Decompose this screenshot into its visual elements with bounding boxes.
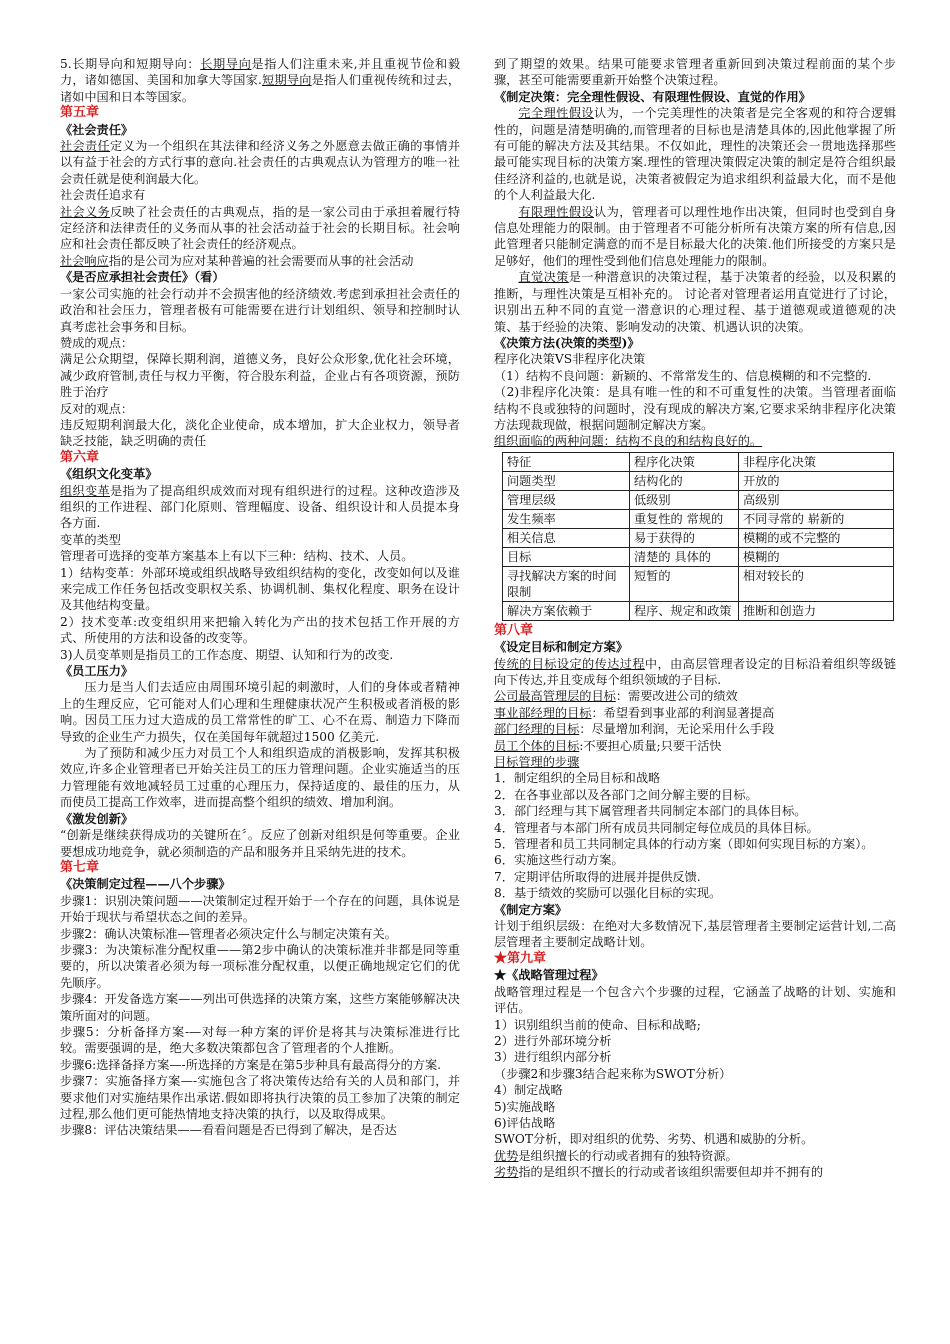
mbo-step: 2．在各事业部以及各部门之间分解主要的目标。 (494, 787, 758, 802)
table-cell: 模糊的 (739, 547, 894, 566)
decision-step: 步骤2：确认决策标准—管理者必须决定什么与制定决策有关。 (60, 926, 397, 941)
table-row (503, 509, 894, 528)
section-social-responsibility: 《社会责任》 (60, 122, 134, 137)
strategy-step: 6)评估战略 (494, 1115, 556, 1130)
change-types-paragraph: 管理者可选择的变革方案基本上有以下三种：结构、技术、人员。 (60, 549, 414, 564)
full-rationality-paragraph: 完全理性假设认为，一个完美理性的决策者是完全客观的和符合逻辑性的，问题是清楚明确的,而管理者的目标也是清楚具体的,因此他掌握了所有可能的解决方法及其结果。不仅如此，理性的决策还会一贯地选择那些最可能实现目标的决策方案.理性的管理决策假定决策的制定是符合组织最佳经济利益的,也就是说，决策者被假定为追求组织利益最大化，而不是他的个人利益最大化. (494, 106, 897, 203)
stress-paragraph-2: 为了预防和减少压力对员工个人和组织造成的消极影响，发挥其积极效应,许多企业管理者已开始关注员工的压力管理问题。企业实施适当的压力管理能有效地减轻员工过重的心理压力，保持适度的、最佳的压力，从而使员工提高工作效率，进而提高整个组织的绩效、增加利润。 (60, 746, 460, 810)
chapter-8-heading: 第八章 (494, 622, 534, 638)
left-column (60, 56, 460, 1139)
social-pursuit-label: 社会责任追求有 (60, 188, 146, 203)
decision-continuation: 到了期望的效果。结果可能要求管理者重新回到决策过程前面的某个步骤，甚至可能需要重新开始整个决策过程。 (494, 57, 896, 88)
table-cell: 问题类型 (503, 471, 630, 490)
strategy-step: （步骤2和步骤3结合起来称为SWOT分析） (494, 1066, 732, 1081)
social-obligation-paragraph: 社会义务反映了社会责任的古典观点，指的是一家公司由于承担着履行特定经济和法律责任的义务而从事的社会活动益于社会的长期目标。社会响应和社会责任都反映了社会责任的经济观点。 (60, 204, 461, 252)
goal-level: 事业部经理的目标：希望看到事业部的利润显著提高 (494, 705, 775, 720)
table-cell: 程序、规定和政策 (630, 601, 739, 620)
section-goals: 《设定目标和制定方案》 (494, 640, 629, 655)
table-row (503, 490, 894, 509)
table-cell: 解决方案依赖于 (503, 601, 630, 620)
swot-paragraph: SWOT分析，即对组织的优势、劣势、机遇和威胁的分析。 (494, 1132, 814, 1147)
plans-paragraph: 计划于组织层级：在绝对大多数情况下,基层管理者主要制定运营计划,二高层管理者主要制定战略计划。 (494, 919, 896, 950)
table-cell: 发生频率 (503, 509, 630, 528)
table-header-row (503, 452, 894, 471)
weakness-paragraph: 劣势指的是组织不擅长的行动或者该组织需要但却并不拥有的 (494, 1165, 824, 1180)
table-cell: 推断和创造力 (739, 601, 894, 620)
mbo-label: 目标管理的步骤 (494, 755, 580, 769)
table-header-cell: 程序化决策 (630, 452, 739, 471)
nonprogrammed-paragraph: （2)非程序化决策：是具有唯一性的和不可重复性的决策。当管理者面临结构不良或独特的问题时，没有现成的解决方案,它要求采纳非程序化决策方法现裁现做，根据问题制定解决方案。 (494, 385, 896, 432)
intuition-paragraph: 直觉决策是一种潜意识的决策过程，基于决策者的经验，以及积累的推断，与理性决策是互相补充的。 讨论者对管理者运用直觉进行了讨论，识别出五种不同的直觉一潜意识的心理过程、基于道德观或道德观的决策、基于经验的决策、影响发动的决策、机遇认识的决策。 (494, 270, 897, 334)
strategy-step: 3）进行组织内部分析 (494, 1050, 612, 1065)
con-label: 反对的观点： (60, 401, 134, 416)
mbo-step: 5．管理者和员工共同制定具体的行动方案（即如何实现目标的方案）。 (494, 837, 874, 852)
strategy-step: 2）进行外部环境分析 (494, 1033, 612, 1048)
table-cell: 结构化的 (630, 471, 739, 490)
con-paragraph: 违反短期利润最大化，淡化企业使命，成本增加，扩大企业权力，领导者缺乏技能，缺乏明确的责任 (60, 417, 460, 449)
mbo-step: 6．实施这些行动方案。 (494, 853, 624, 868)
section-should-bear: 《是否应承担社会责任》（看） (60, 270, 225, 285)
social-responsibility-definition: 社会责任定义为一个组织在其法律和经济义务之外愿意去做正确的事情并以有益于社会的方式行事的意向.社会责任的古典观点认为管理方的唯一社会责任就是使利润最大化。 (60, 139, 461, 186)
strategy-step: 4）制定战略 (494, 1083, 563, 1098)
section-employee-stress: 《员工压力》 (60, 664, 134, 679)
tech-change-paragraph: 2）技术变革:改变组织用来把输入转化为产出的技术包括工作开展的方式、所使用的方法和设备的改变等。 (60, 614, 460, 646)
table-cell: 寻找解决方案的时间限制 (503, 566, 630, 601)
goal-cascade-paragraph: 传统的目标设定的传达过程中，由高层管理者设定的目标沿着组织等级链向下传达,并且变成每个组织领域的子目标. (494, 656, 897, 687)
mbo-step: 3．部门经理与其下属管理者共同制定本部门的具体目标。 (494, 804, 807, 819)
innovation-paragraph: “创新是继续获得成功的关键所在〞。反应了创新对组织是何等重要。企业要想成功地竞争，就必须制造的产品和服务并且采纳先进的技术。 (60, 828, 460, 859)
decision-step: 步骤8：评估决策结果——看看问题是否已得到了解决，是否达 (60, 1123, 397, 1138)
mbo-step: 4．管理者与本部门所有成员共同制定每位成员的具体目标。 (494, 820, 819, 835)
table-cell: 模糊的或不完整的 (739, 528, 894, 547)
section-innovation: 《激发创新》 (60, 811, 134, 826)
decision-step: 步骤3：为决策标准分配权重——第2步中确认的决策标准并非都是同等重要的，所以决策者必须为每一项标准分配权重，以便正确地规定它们的优先顺序。 (60, 942, 460, 990)
section-making-decisions: 《制定决策：完全理性假设、有限理性假设、直觉的作用》 (494, 89, 811, 104)
mbo-step: 8．基于绩效的奖励可以强化目标的实现。 (494, 886, 722, 901)
table-row (503, 528, 894, 547)
decision-step: 步骤1：识别决策问题——决策制定过程开始于一个存在的问题，具体说是开始于现状与希望状态之间的差异。 (60, 893, 460, 925)
right-column (494, 56, 896, 1181)
chapter-6-heading: 第六章 (60, 449, 100, 465)
programmed-vs-label: 程序化决策VS非程序化决策 (494, 352, 646, 367)
structure-change-paragraph: 1）结构变革：外部环境或组织战略导致组织结构的变化，改变如何以及谁来完成工作任务包括改变职权关系、协调机制、集权化程度、职务在设计及其他结构变量。 (60, 565, 460, 613)
strategy-step: 1）识别组织当前的使命、目标和战略; (494, 1017, 701, 1032)
strength-paragraph: 优势是组织擅长的行动或者拥有的独特资源。 (494, 1148, 738, 1163)
goal-level: 员工个体的目标:不要担心质量;只要干活快 (494, 738, 722, 753)
ill-structured-paragraph: （1）结构不良问题：新颖的、不常常发生的、信息模糊的和不完整的. (494, 368, 872, 383)
people-change-paragraph: 3)人员变革则是指员工的工作态度、期望、认知和行为的改变. (60, 647, 394, 662)
table-cell: 清楚的 具体的 (630, 547, 739, 566)
bounded-rationality-paragraph: 有限理性假设认为，管理者可以理性地作出决策，但同时也受到自身信息处理能力的限制。由于管理者不可能分析所有决策方案的所有信息,因此管理者只能制定满意的而不是目标最大化的决策.他们所接受的方案只是足够好，他们的理性受到他们信息处理能力的限制。 (494, 204, 897, 268)
decision-comparison-table (502, 452, 894, 621)
table-cell: 管理层级 (503, 490, 630, 509)
should-bear-paragraph: 一家公司实施的社会行动并不会损害他的经济绩效.考虑到承担社会责任的政治和社会压力，管理者极有可能需要在进行计划组织、领导和控制时认真考虑社会事务和目标。 (60, 286, 460, 334)
pro-label: 赞成的观点： (60, 335, 134, 350)
section-decision-methods: 《决策方法(决策的类型)》 (494, 335, 640, 350)
stress-paragraph-1: 压力是当人们去适应由周围环境引起的刺激时，人们的身体或者精神上的生理反应，它可能对人们心理和生理健康状况产生积极或者消极的影响。因员工压力过大造成的员工常常性的旷工、心不在焉、制造力下降而导致的企业生产力损失，仅在美国每年就超过1500 亿美元. (60, 680, 460, 744)
mbo-step: 1．制定组织的全局目标和战略 (494, 771, 661, 786)
decision-step: 步骤4：开发备选方案——列出可供选择的决策方案，这些方案能够解决决策所面对的问题。 (60, 992, 460, 1023)
table-cell: 低级别 (630, 490, 739, 509)
section-culture-change: 《组织文化变革》 (60, 467, 158, 482)
chapter-7-heading: 第七章 (60, 859, 100, 875)
table-cell: 高级别 (739, 490, 894, 509)
mbo-step: 7．定期评估所取得的进展并提供反馈. (494, 869, 701, 884)
table-row (503, 566, 894, 601)
decision-step: 步骤7：实施备择方案—-实施包含了将决策传达给有关的人员和部门，并要求他们对实施结果作出承诺.假如即将执行决策的员工参加了决策的制定过程,那么他们更可能热情地支持决策的执行，以及取得成果。 (60, 1074, 460, 1121)
chapter-5-heading: 第五章 (60, 105, 100, 121)
table-cell: 相关信息 (503, 528, 630, 547)
table-cell: 目标 (503, 547, 630, 566)
section-strategy: ★《战略管理过程》 (494, 968, 604, 983)
goal-level: 部门经理的目标：尽量增加利润，无论采用什么手段 (494, 722, 775, 737)
strategy-step: 5)实施战略 (494, 1099, 556, 1114)
table-cell: 短暂的 (630, 566, 739, 601)
org-change-paragraph: 组织变革是指为了提高组织成效而对现有组织进行的过程。这种改造涉及组织的工作进程、部门化原则、管理幅度、设备、组织设计和人员提本身各方面. (60, 483, 461, 531)
table-header-cell: 特征 (503, 452, 630, 471)
table-cell: 易于获得的 (630, 528, 739, 547)
section-decision-process: 《决策制定过程——八个步骤》 (60, 877, 231, 892)
decision-step: 步骤5：分析备择方案-—对每一种方案的评价是将其与决策标准进行比较。需要强调的是，绝大多数决策都包含了管理者的个人推断。 (60, 1024, 460, 1056)
table-row (503, 471, 894, 490)
strategy-paragraph: 战略管理过程是一个包含六个步骤的过程，它涵盖了战略的计划、实施和评估。 (494, 984, 896, 1016)
section-plans: 《制定方案》 (494, 902, 568, 917)
change-types-label: 变革的类型 (60, 532, 121, 547)
chapter-9-heading: ★第九章 (494, 950, 547, 966)
table-cell: 重复性的 常规的 (630, 509, 739, 528)
table-row (503, 547, 894, 566)
table-cell: 不同寻常的 崭新的 (739, 509, 894, 528)
two-problems-line: 组织面临的两种问题：结构不良的和结构良好的。 (494, 434, 763, 449)
table-row (503, 601, 894, 620)
table-header-cell: 非程序化决策 (739, 452, 894, 471)
table-cell: 开放的 (739, 471, 894, 490)
table-cell: 相对较长的 (739, 566, 894, 601)
social-response-paragraph: 社会响应指的是公司为应对某种普遍的社会需要而从事的社会活动 (60, 253, 414, 268)
decision-step: 步骤6:选择备择方案—-所选择的方案是在第5步种具有最高得分的方案. (60, 1057, 442, 1072)
goal-level: 公司最高管理层的目标：需要改进公司的绩效 (494, 689, 738, 704)
orientation-paragraph: 5.长期导向和短期导向：长期导向是指人们注重未来,并且重视节俭和毅力，诸如德国、美国和加拿大等国家.短期导向是指人们重视传统和过去，诸如中国和日本等国家。 (60, 57, 461, 104)
pro-paragraph: 满足公众期望，保障长期利润，道德义务，良好公众形象,优化社会环境，减少政府管制,责任与权力平衡，符合股东利益，企业占有各项资源，预防胜于治疗 (60, 352, 460, 400)
